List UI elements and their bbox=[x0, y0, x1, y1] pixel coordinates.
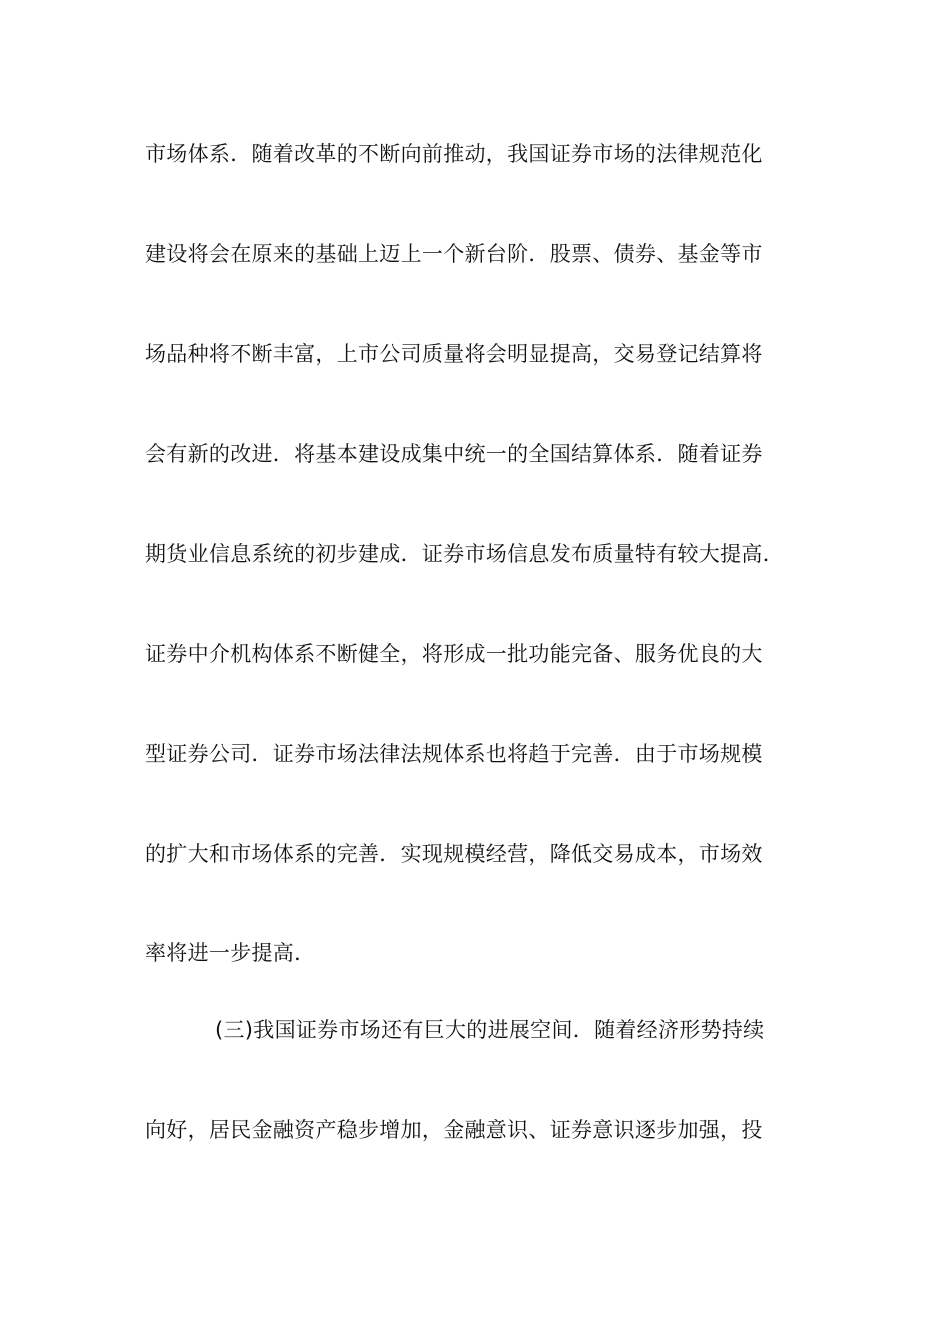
section-heading-line: (三)我国证券市场还有巨大的进展空间．随着经济形势持续 bbox=[215, 1018, 765, 1042]
text-line: 建设将会在原来的基础上迈上一个新台阶．股票、债券、基金等市 bbox=[145, 242, 763, 266]
text-line: 率将进一步提高． bbox=[145, 941, 316, 965]
text-line: 会有新的改进．将基本建设成集中统一的全国结算体系．随着证券 bbox=[145, 442, 763, 466]
text-line: 向好，居民金融资产稳步增加，金融意识、证券意识逐步加强，投 bbox=[145, 1118, 763, 1142]
text-line: 的扩大和市场体系的完善．实现规模经营，降低交易成本，市场效 bbox=[145, 842, 763, 866]
text-line: 市场体系．随着改革的不断向前推动，我国证券市场的法律规范化 bbox=[145, 142, 763, 166]
text-line: 期货业信息系统的初步建成．证券市场信息发布质量特有较大提高． bbox=[145, 542, 784, 566]
text-line: 证券中介机构体系不断健全，将形成一批功能完备、服务优良的大 bbox=[145, 642, 763, 666]
text-line: 场品种将不断丰富，上市公司质量将会明显提高，交易登记结算将 bbox=[145, 342, 763, 366]
text-line: 型证券公司．证券市场法律法规体系也将趋于完善．由于市场规模 bbox=[145, 742, 763, 766]
